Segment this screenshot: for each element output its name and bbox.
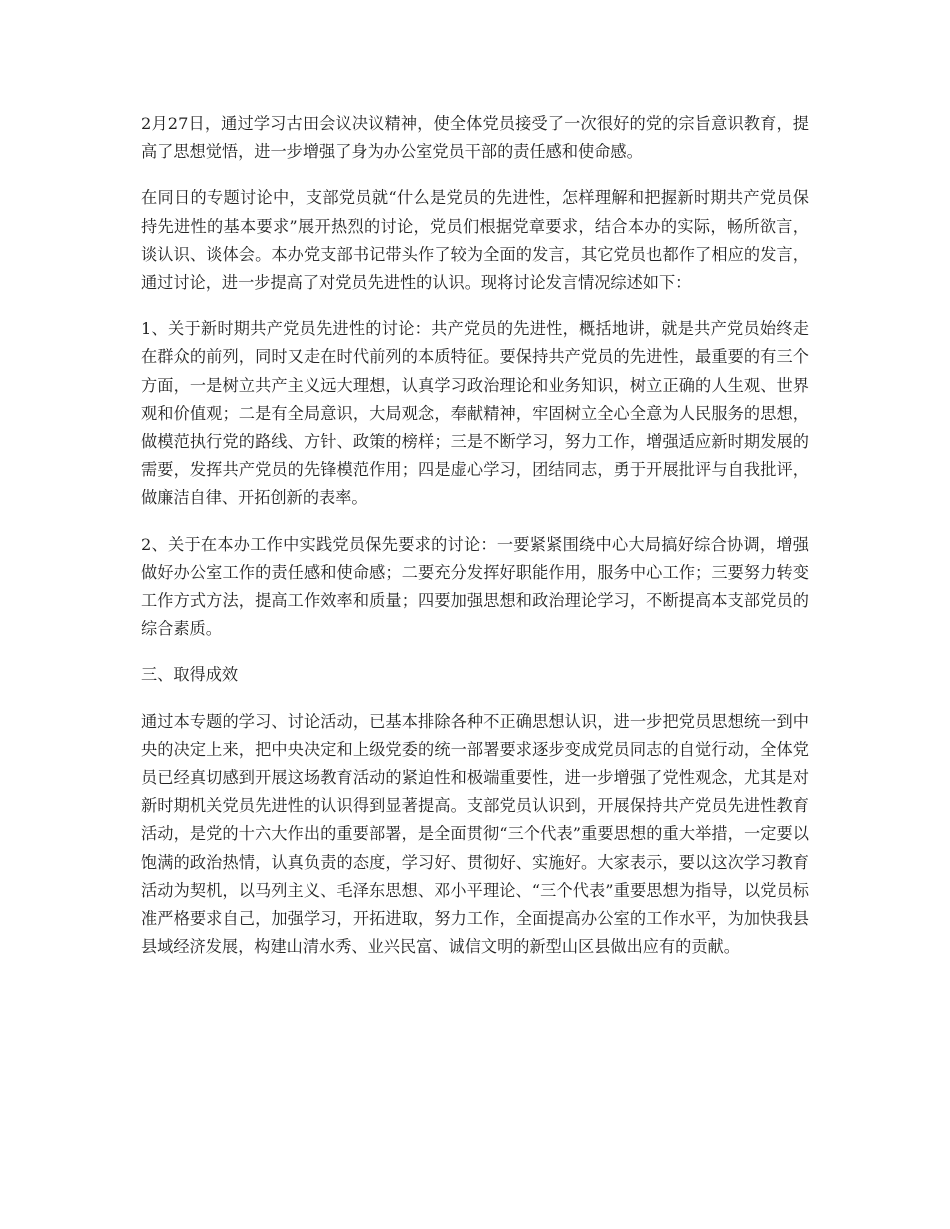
- section-heading-results: 三、取得成效: [141, 665, 239, 685]
- paragraph-discussion-intro: 在同日的专题讨论中，支部党员就“什么是党员的先进性，怎样理解和把握新时期共产党员保持先进性的基本要求”展开热烈的讨论，党员们根据党章要求，结合本办的实际，畅所欲言，谈认识、谈体会。本办党支部书记带头作了较为全面的发言，其它党员也都作了相应的发言，通过讨论，进一步提高了对党员先进性的认识。现将讨论发言情况综述如下：: [141, 188, 809, 293]
- paragraph-study-summary: 2月27日，通过学习古田会议决议精神，使全体党员接受了一次很好的党的宗旨意识教育，提高了思想觉悟，进一步增强了身为办公室党员干部的责任感和使命感。: [141, 114, 809, 162]
- paragraph-discussion-item-1: 1、关于新时期共产党员先进性的讨论：共产党员的先进性，概括地讲，就是共产党员始终走在群众的前列，同时又走在时代前列的本质特征。要保持共产党员的先进性，最重要的有三个方面，一是树立共产主义远大理想，认真学习政治理论和业务知识，树立正确的人生观、世界观和价值观；二是有全局意识，大局观念，奉献精神，牢固树立全心全意为人民服务的思想，做模范执行党的路线、方针、政策的榜样；三是不断学习，努力工作，增强适应新时期发展的需要，发挥共产党员的先锋模范作用；四是虚心学习，团结同志，勇于开展批评与自我批评，做廉洁自律、开拓创新的表率。: [141, 319, 809, 508]
- paragraph-discussion-item-2: 2、关于在本办工作中实践党员保先要求的讨论：一要紧紧围绕中心大局搞好综合协调，增强做好办公室工作的责任感和使命感；二要充分发挥好职能作用，服务中心工作；三要努力转变工作方式方法，提高工作效率和质量；四要加强思想和政治理论学习，不断提高本支部党员的综合素质。: [141, 534, 809, 639]
- document-body: [141, 110, 809, 979]
- paragraph-results: 通过本专题的学习、讨论活动，已基本排除各种不正确思想认识，进一步把党员思想统一到中央的决定上来，把中央决定和上级党委的统一部署要求逐步变成党员同志的自觉行动，全体党员已经真切感到开展这场教育活动的紧迫性和极端重要性，进一步增强了党性观念，尤其是对新时期机关党员先进性的认识得到显著提高。支部党员认识到，开展保持共产党员先进性教育活动，是党的十六大作出的重要部署，是全面贯彻“三个代表”重要思想的重大举措，一定要以饱满的政治热情，认真负责的态度，学习好、贯彻好、实施好。大家表示，要以这次学习教育活动为契机，以马列主义、毛泽东思想、邓小平理论、“三个代表”重要思想为指导，以党员标准严格要求自己，加强学习，开拓进取，努力工作，全面提高办公室的工作水平，为加快我县县域经济发展，构建山清水秀、业兴民富、诚信文明的新型山区县做出应有的贡献。: [141, 711, 809, 957]
